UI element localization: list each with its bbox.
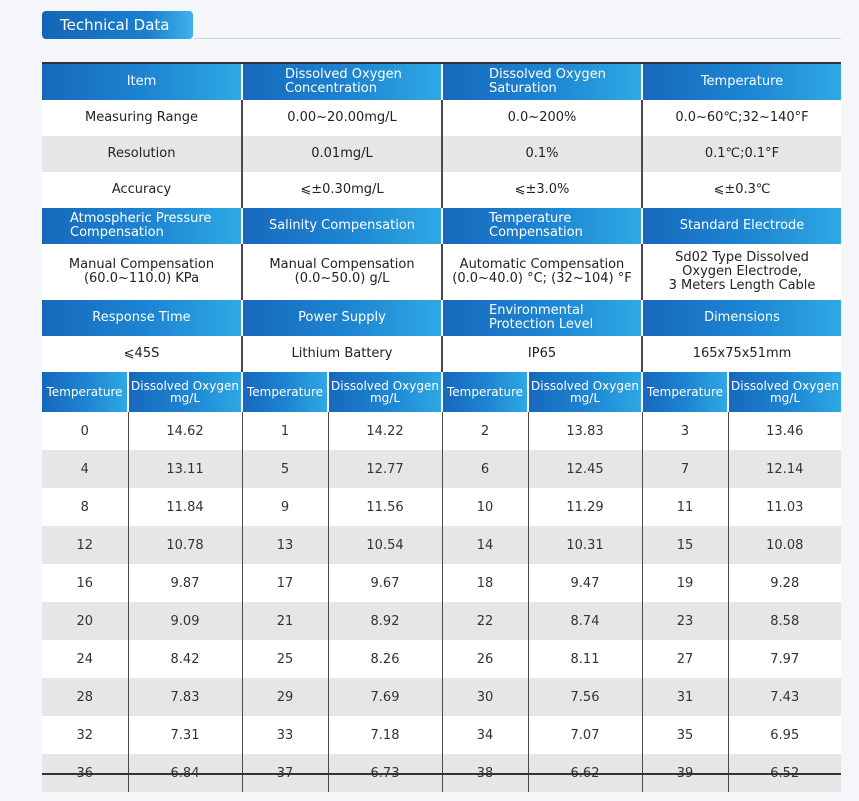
dissolved-oxygen-cell: 11.56	[328, 488, 442, 526]
dissolved-oxygen-cell: 6.95	[728, 716, 841, 754]
spec-cell: 0.1%	[442, 136, 642, 172]
dissolved-oxygen-cell: 7.07	[528, 716, 642, 754]
dissolved-oxygen-cell: 7.83	[128, 678, 242, 716]
dissolved-oxygen-cell: 11.29	[528, 488, 642, 526]
temperature-cell: 12	[42, 526, 128, 564]
table-row	[42, 412, 841, 450]
spec-header-row	[42, 208, 841, 244]
spec-cell: Measuring Range	[42, 100, 242, 136]
dissolved-oxygen-cell: 7.56	[528, 678, 642, 716]
spec-cell: ⩽45S	[42, 336, 242, 372]
header-dissolved-oxygen: Dissolved Oxygen mg/L	[128, 372, 242, 412]
temperature-cell: 4	[42, 450, 128, 488]
temperature-cell: 15	[642, 526, 728, 564]
temperature-cell: 16	[42, 564, 128, 602]
spec-row	[42, 336, 841, 372]
temperature-cell: 35	[642, 716, 728, 754]
temperature-cell: 6	[442, 450, 528, 488]
spec-header-cell: Standard Electrode	[642, 208, 841, 244]
spec-header-row	[42, 64, 841, 100]
temperature-cell: 24	[42, 640, 128, 678]
temperature-cell: 13	[242, 526, 328, 564]
spec-header-cell: Temperature Compensation	[442, 208, 642, 244]
spec-cell: ⩽±3.0%	[442, 172, 642, 208]
spec-cell: ⩽±0.30mg/L	[242, 172, 442, 208]
spec-cell: Manual Compensation (60.0~110.0) KPa	[42, 244, 242, 300]
temperature-cell: 7	[642, 450, 728, 488]
spec-cell: Lithium Battery	[242, 336, 442, 372]
temperature-cell: 29	[242, 678, 328, 716]
dissolved-oxygen-cell: 10.78	[128, 526, 242, 564]
spec-cell: 0.0~200%	[442, 100, 642, 136]
spec-cell: Sd02 Type Dissolved Oxygen Electrode, 3 Meters Length Cable	[642, 244, 841, 300]
spec-row	[42, 136, 841, 172]
dissolved-oxygen-cell: 9.47	[528, 564, 642, 602]
dissolved-oxygen-cell: 8.42	[128, 640, 242, 678]
table-row	[42, 602, 841, 640]
dissolved-oxygen-cell: 9.28	[728, 564, 841, 602]
temperature-cell: 26	[442, 640, 528, 678]
temperature-cell: 5	[242, 450, 328, 488]
header-dissolved-oxygen: Dissolved Oxygen mg/L	[528, 372, 642, 412]
header-temperature: Temperature	[42, 372, 128, 412]
dissolved-oxygen-cell: 10.54	[328, 526, 442, 564]
dissolved-oxygen-cell: 7.18	[328, 716, 442, 754]
temperature-cell: 33	[242, 716, 328, 754]
temperature-cell: 1	[242, 412, 328, 450]
temperature-cell: 32	[42, 716, 128, 754]
spec-cell: Automatic Compensation (0.0~40.0) °C; (32~104) °F	[442, 244, 642, 300]
temperature-cell: 25	[242, 640, 328, 678]
spec-cell: Accuracy	[42, 172, 242, 208]
temperature-cell: 21	[242, 602, 328, 640]
dissolved-oxygen-cell: 11.03	[728, 488, 841, 526]
temperature-cell: 0	[42, 412, 128, 450]
spec-header-cell: Power Supply	[242, 300, 442, 336]
temperature-cell: 23	[642, 602, 728, 640]
dissolved-oxygen-cell: 12.45	[528, 450, 642, 488]
temperature-cell: 34	[442, 716, 528, 754]
title-divider	[193, 38, 841, 39]
spec-cell: Manual Compensation (0.0~50.0) g/L	[242, 244, 442, 300]
dissolved-oxygen-cell: 8.11	[528, 640, 642, 678]
header-temperature: Temperature	[642, 372, 728, 412]
spec-row	[42, 172, 841, 208]
dissolved-oxygen-cell: 8.74	[528, 602, 642, 640]
temperature-cell: 20	[42, 602, 128, 640]
spec-cell: IP65	[442, 336, 642, 372]
spec-header-cell: Temperature	[642, 64, 841, 100]
table-row	[42, 450, 841, 488]
temperature-cell: 17	[242, 564, 328, 602]
dissolved-oxygen-cell: 9.87	[128, 564, 242, 602]
spec-row	[42, 100, 841, 136]
dissolved-oxygen-cell: 10.31	[528, 526, 642, 564]
table-row	[42, 488, 841, 526]
spec-header-cell: Salinity Compensation	[242, 208, 442, 244]
spec-header-row	[42, 300, 841, 336]
temperature-cell: 19	[642, 564, 728, 602]
spec-row	[42, 244, 841, 300]
header-temperature: Temperature	[442, 372, 528, 412]
temperature-cell: 3	[642, 412, 728, 450]
temperature-cell: 8	[42, 488, 128, 526]
oxygen-solubility-table	[42, 372, 841, 792]
spec-header-cell: Dimensions	[642, 300, 841, 336]
temperature-cell: 2	[442, 412, 528, 450]
spec-table	[42, 64, 841, 372]
dissolved-oxygen-cell: 7.43	[728, 678, 841, 716]
temperature-cell: 22	[442, 602, 528, 640]
spec-cell: ⩽±0.3℃	[642, 172, 841, 208]
header-dissolved-oxygen: Dissolved Oxygen mg/L	[728, 372, 841, 412]
spec-cell: 0.0~60℃;32~140°F	[642, 100, 841, 136]
dissolved-oxygen-cell: 14.22	[328, 412, 442, 450]
temperature-cell: 27	[642, 640, 728, 678]
spec-header-cell: Item	[42, 64, 242, 100]
temperature-cell: 9	[242, 488, 328, 526]
dissolved-oxygen-cell: 9.67	[328, 564, 442, 602]
solubility-header-row	[42, 372, 841, 412]
temperature-cell: 10	[442, 488, 528, 526]
temperature-cell: 31	[642, 678, 728, 716]
dissolved-oxygen-cell: 13.11	[128, 450, 242, 488]
dissolved-oxygen-cell: 12.77	[328, 450, 442, 488]
dissolved-oxygen-cell: 8.26	[328, 640, 442, 678]
dissolved-oxygen-cell: 11.84	[128, 488, 242, 526]
table-row	[42, 716, 841, 754]
dissolved-oxygen-cell: 7.69	[328, 678, 442, 716]
temperature-cell: 18	[442, 564, 528, 602]
spec-cell: 0.1℃;0.1°F	[642, 136, 841, 172]
dissolved-oxygen-cell: 13.83	[528, 412, 642, 450]
spec-cell: 0.01mg/L	[242, 136, 442, 172]
spec-header-cell: Dissolved Oxygen Saturation	[442, 64, 642, 100]
temperature-cell: 28	[42, 678, 128, 716]
spec-cell: 0.00~20.00mg/L	[242, 100, 442, 136]
header-dissolved-oxygen: Dissolved Oxygen mg/L	[328, 372, 442, 412]
spec-header-cell: Dissolved Oxygen Concentration	[242, 64, 442, 100]
dissolved-oxygen-cell: 7.97	[728, 640, 841, 678]
dissolved-oxygen-cell: 13.46	[728, 412, 841, 450]
section-title: Technical Data	[42, 11, 193, 39]
table-row	[42, 640, 841, 678]
header-temperature: Temperature	[242, 372, 328, 412]
spec-cell: Resolution	[42, 136, 242, 172]
spec-header-cell: Response Time	[42, 300, 242, 336]
spec-cell: 165x75x51mm	[642, 336, 841, 372]
bottom-rule	[42, 773, 841, 775]
temperature-cell: 14	[442, 526, 528, 564]
dissolved-oxygen-cell: 14.62	[128, 412, 242, 450]
dissolved-oxygen-cell: 8.58	[728, 602, 841, 640]
table-row	[42, 526, 841, 564]
dissolved-oxygen-cell: 7.31	[128, 716, 242, 754]
dissolved-oxygen-cell: 12.14	[728, 450, 841, 488]
table-row	[42, 678, 841, 716]
spec-header-cell: Environmental Protection Level	[442, 300, 642, 336]
table-row	[42, 564, 841, 602]
dissolved-oxygen-cell: 9.09	[128, 602, 242, 640]
spec-header-cell: Atmospheric Pressure Compensation	[42, 208, 242, 244]
temperature-cell: 11	[642, 488, 728, 526]
temperature-cell: 30	[442, 678, 528, 716]
dissolved-oxygen-cell: 8.92	[328, 602, 442, 640]
dissolved-oxygen-cell: 10.08	[728, 526, 841, 564]
